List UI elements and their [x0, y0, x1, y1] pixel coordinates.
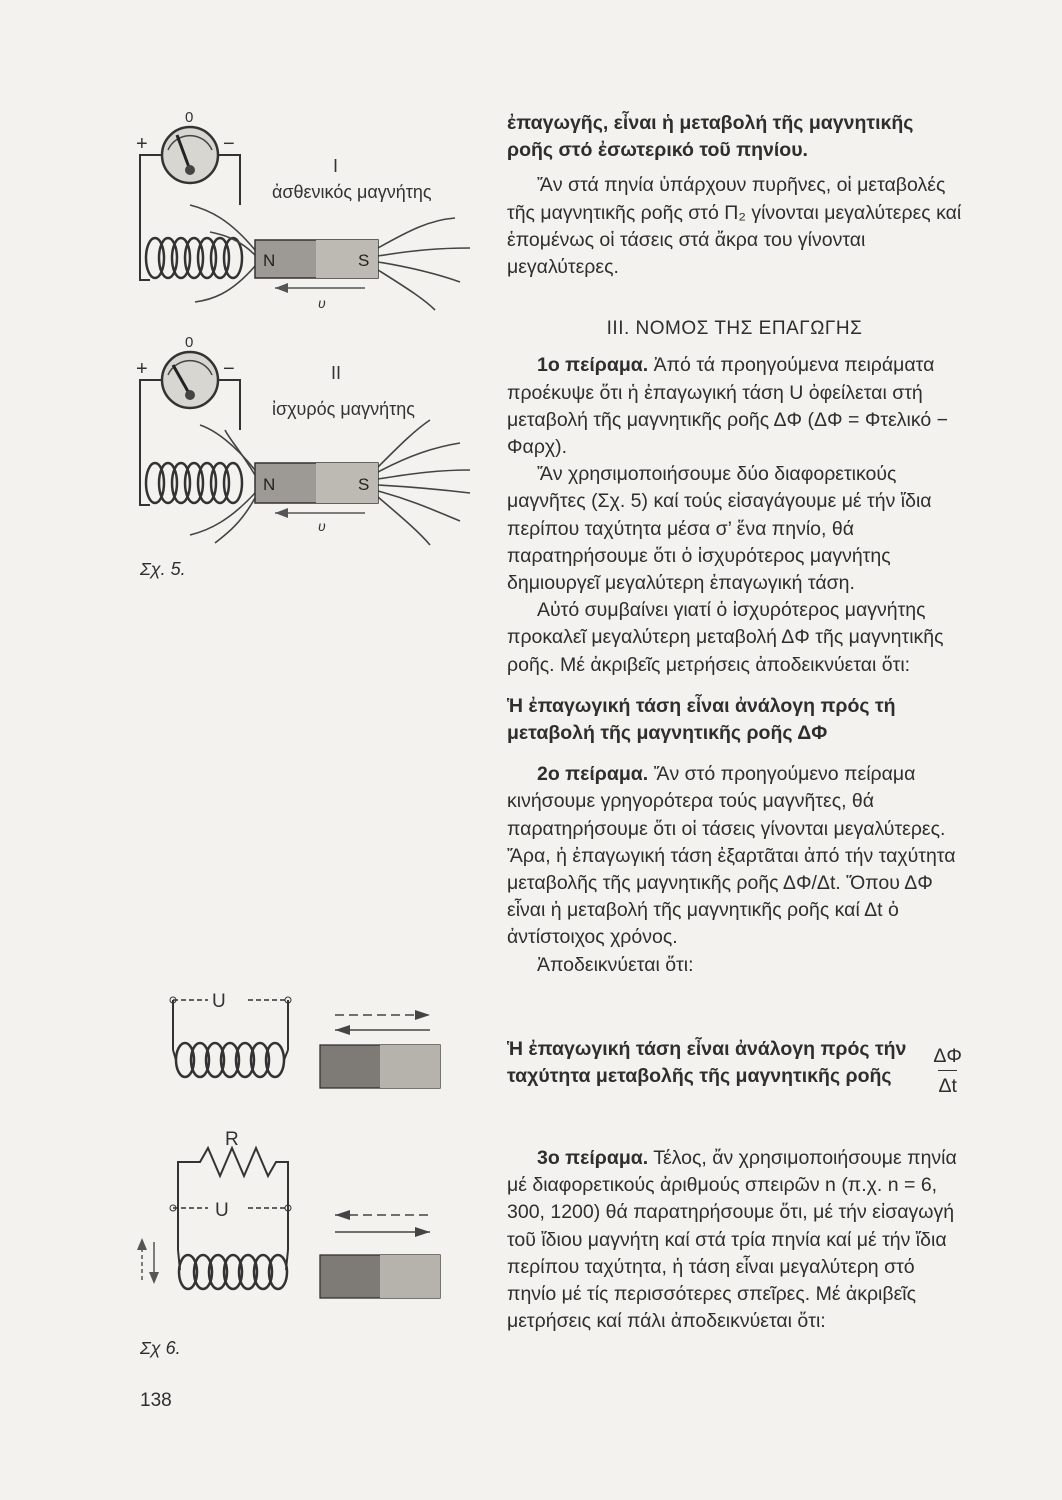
north-pole-label: N	[263, 251, 276, 270]
section-title: III. ΝΟΜΟΣ ΤΗΣ ΕΠΑΓΩΓΗΣ	[606, 318, 863, 340]
experiment2-proof: Ἀποδεικνύεται ὅτι:	[537, 953, 694, 976]
south-pole-label: S	[358, 475, 370, 494]
plus-label: +	[136, 358, 148, 380]
figure6-caption: Σχ 6.	[140, 1338, 181, 1358]
law2-block	[507, 1025, 962, 1100]
strong-magnet	[255, 463, 378, 503]
figure6-diagram	[130, 980, 460, 1320]
figure5-bottom-diagram	[130, 335, 480, 550]
intro-paragraph: ἐπαγωγῆς, εἶναι ἡ μεταβολή τῆς μαγνητικῆς ροῆς στό ἐσωτερικό τοῦ πηνίου.	[507, 112, 914, 162]
experiment3-paragraph	[507, 1145, 962, 1335]
coil-icon	[146, 238, 242, 278]
experiment2-text: Ἄν στό προηγούμενο πείραμα κινήσουμε γρηγορότερα τούς μαγνῆτες, θά παρατηρήσουμε ὅτι οἱ τάσεις γίνονται μεγαλύτερες. Ἄρα, ἡ ἐπαγωγική τάση ἐξαρτᾶται ἀπό τήν ταχύτητα μεταβολῆς τῆς μαγνητικῆς ροῆς ΔΦ/Δt. Ὅπου ΔΦ εἶναι ἡ μεταβολή τῆς μαγνητικῆς ροῆς καί Δt ὁ ἀντίστοιχος χρόνος.	[507, 763, 956, 949]
experiment2-paragraph	[507, 761, 962, 951]
weak-magnet-title: ἀσθενικός μαγνήτης	[272, 182, 432, 202]
fraction-denominator: Δt	[938, 1070, 956, 1100]
numeral-label: I	[333, 156, 339, 176]
cores-paragraph: Ἄν στά πηνία ὑπάρχουν πυρῆνες, οἱ μεταβολές τῆς μαγνητικῆς ροῆς στό Π₂ γίνονται μεγαλύτερες καί ἑπομένως οἱ τάσεις στά ἄκρα του γίνονται μεγαλύτερες.	[507, 174, 962, 279]
figure5-caption: Σχ. 5.	[140, 559, 186, 579]
galvanometer-icon	[162, 352, 218, 408]
coil-icon	[179, 1255, 287, 1289]
voltage-label: U	[212, 991, 226, 1012]
velocity-label: υ	[318, 518, 326, 534]
north-pole-label: N	[263, 475, 276, 494]
plus-label: +	[136, 133, 148, 155]
numeral-label: II	[331, 363, 342, 383]
law2-statement: Ἡ ἐπαγωγική τάση εἶναι ἀνάλογη πρός τήν ταχύτητα μεταβολῆς τῆς μαγνητικῆς ροῆς	[507, 1037, 907, 1087]
experiment1-label: 1ο πείραμα.	[537, 354, 649, 377]
page-number: 138	[140, 1390, 172, 1411]
voltage-label-2: U	[215, 1200, 229, 1221]
figure5-top-diagram	[130, 110, 480, 320]
zero-label: 0	[185, 335, 194, 351]
zero-label: 0	[185, 110, 194, 126]
experiment1-more: Ἄν χρησιμοποιήσουμε δύο διαφορετικούς μαγνῆτες (Σχ. 5) καί τούς εἰσαγάγουμε μέ τήν ἴδια περίπου ταχύτητα μέσα σ’ ἕνα πηνίο, θά παρατηρήσουμε ὅτι ὁ ἰσχυρότερος μαγνήτης δημιουργεῖ μεγαλύτερη ἐπαγωγική τάση.	[507, 463, 932, 595]
resistor-label: R	[225, 1129, 239, 1150]
experiment3-label: 3ο πείραμα.	[537, 1147, 649, 1169]
weak-magnet	[255, 240, 378, 278]
experiment1-paragraph	[507, 352, 962, 461]
fraction-dphi-dt	[933, 1043, 962, 1100]
law1-statement: Ἡ ἐπαγωγική τάση εἶναι ἀνάλογη πρός τή μεταβολή τῆς μαγνητικῆς ροῆς ΔΦ	[507, 694, 896, 745]
fraction-numerator: ΔΦ	[933, 1045, 962, 1067]
minus-label: −	[223, 133, 235, 155]
experiment1-because: Αὐτό συμβαίνει γιατί ὁ ἰσχυρότερος μαγνήτης προκαλεῖ μεγαλύτερη μεταβολή ΔΦ τῆς μαγνητικῆς ροῆς. Μέ ἀκριβεῖς μετρήσεις ἀποδεικνύεται ὅτι:	[507, 599, 944, 676]
experiment1-text: Ἀπό τά προηγούμενα πειράματα προέκυψε ὅτι ἡ ἐπαγωγική τάση U ὀφείλεται στή μεταβολή τῆς μαγνητικῆς ροῆς ΔΦ (ΔΦ = Φτελικό − Φαρχ).	[507, 354, 949, 459]
strong-magnet-title: ἰσχυρός μαγνήτης	[272, 399, 415, 419]
coil-icon	[146, 463, 242, 503]
galvanometer-icon	[162, 127, 218, 183]
experiment2-label: 2ο πείραμα.	[537, 763, 649, 786]
coil-icon	[176, 1043, 284, 1077]
experiment3-text: Τέλος, ἄν χρησιμοποιήσουμε πηνία μέ διαφορετικούς ἀριθμούς σπειρῶν n (π.χ. n = 6, 300, 1200) θά παρατηρήσουμε ὅτι, μέ τήν εἰσαγωγή τοῦ ἴδιου μαγνήτη καί στά τρία πηνία καί μέ τήν ἴδια περίπου ταχύτητα, ἡ τάση εἶναι μεγαλύτερη στό πηνίο μέ τίς περισσότερες σπεῖρες. Μέ ἀκριβεῖς μετρήσεις καί πάλι ἀποδεικνύεται ὅτι:	[507, 1147, 957, 1333]
south-pole-label: S	[358, 251, 370, 270]
minus-label: −	[223, 358, 235, 380]
velocity-label: υ	[318, 295, 326, 311]
